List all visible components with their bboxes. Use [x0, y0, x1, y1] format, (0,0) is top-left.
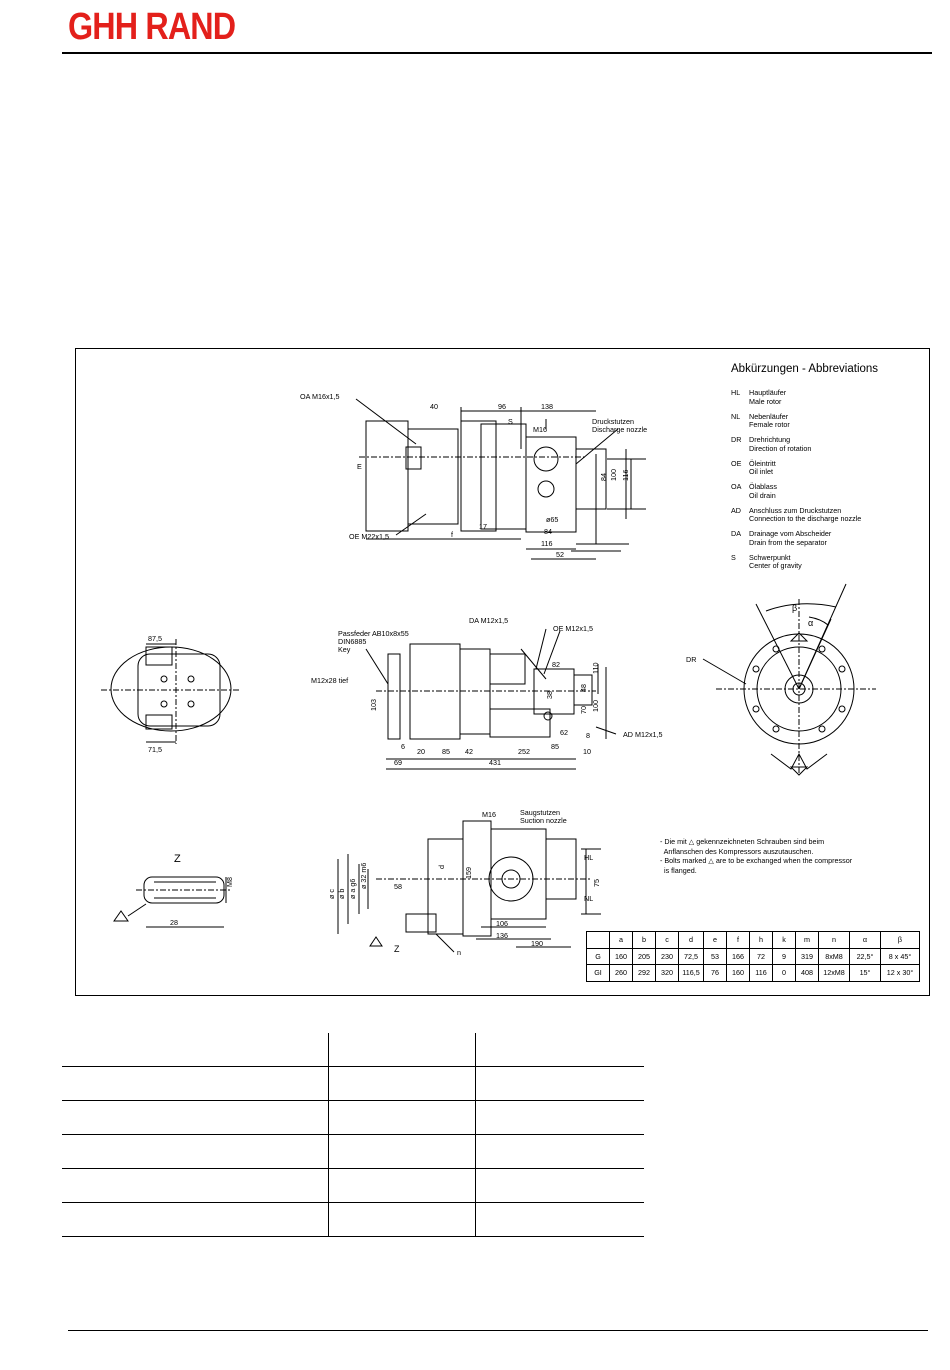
note-line: - Die mit △ gekennzeichneten Schrauben sind beim	[660, 837, 825, 846]
abbreviation-item	[731, 389, 926, 413]
table-cell: 116,5	[679, 965, 704, 982]
label-hl: HL	[584, 853, 594, 862]
label-ad-m12: AD M12x1,5	[623, 730, 663, 739]
header-cell	[587, 932, 610, 949]
abbreviation-code: NL	[731, 411, 741, 421]
table-cell: 12 x 30°	[881, 965, 920, 982]
table-cell: 53	[704, 948, 727, 965]
abbreviation-english: Oil inlet	[749, 467, 773, 476]
table-cell	[329, 1135, 476, 1169]
label-m12x28: M12x28 tief	[311, 676, 349, 685]
abbreviation-item	[731, 436, 926, 460]
table-cell: 205	[633, 948, 656, 965]
abbreviation-item	[731, 413, 926, 437]
table-cell: 15°	[850, 965, 881, 982]
label-phi-32: ø 32 m6	[359, 862, 368, 889]
dim-20: 20	[417, 747, 425, 756]
label-alpha: α	[808, 618, 814, 628]
table-cell: 12xM8	[819, 965, 850, 982]
header-cell: f	[727, 932, 750, 949]
header-cell: a	[610, 932, 633, 949]
table-cell: 22,5°	[850, 948, 881, 965]
dim-110: 110	[591, 662, 600, 674]
dimension-table-row	[587, 965, 920, 982]
label-da-m12: DA M12x1,5	[469, 616, 509, 625]
dim-431: 431	[489, 758, 501, 767]
dim-48: 48	[579, 684, 588, 692]
table-row	[62, 1067, 644, 1101]
abbreviation-german: Schwerpunkt	[749, 552, 791, 562]
table-cell	[476, 1101, 645, 1135]
label-din: DIN6885	[338, 637, 367, 646]
dim-58: 58	[394, 882, 402, 891]
dim-71-5: 71,5	[148, 745, 162, 754]
table-cell: G	[587, 948, 610, 965]
table-cell: 72,5	[679, 948, 704, 965]
table-cell	[62, 1203, 329, 1237]
abbreviation-item	[731, 554, 926, 578]
table-cell	[329, 1033, 476, 1067]
abbreviation-german: Anschluss zum Druckstutzen	[749, 505, 842, 515]
abbreviation-item	[731, 530, 926, 554]
table-cell	[476, 1135, 645, 1169]
label-phi-c: ø c	[327, 889, 336, 899]
label-z-title: Z	[174, 853, 181, 865]
note-line: is flanged.	[660, 865, 697, 875]
table-cell: 160	[727, 965, 750, 982]
label-phi-b: ø b	[337, 888, 346, 899]
label-discharge-nozzle: Discharge nozzle	[592, 425, 648, 434]
table-row	[62, 1101, 644, 1135]
header-cell: α	[850, 932, 881, 949]
dim-116: 116	[541, 539, 553, 548]
dim-6: 6	[401, 742, 405, 751]
table-cell: 0	[773, 965, 796, 982]
label-e: E	[357, 462, 362, 471]
dim-84: 84	[544, 527, 552, 536]
dim-138: 138	[541, 402, 553, 411]
dim-159: 159	[464, 867, 473, 879]
dim-106: 106	[496, 919, 508, 928]
header-cell: c	[656, 932, 679, 949]
label-beta: β	[792, 603, 798, 613]
label-s: S	[508, 417, 513, 426]
abbreviation-german: Nebenläufer	[749, 411, 789, 421]
dim-252: 252	[518, 747, 530, 756]
abbreviation-english: Connection to the discharge nozzle	[749, 514, 862, 523]
dim-103: 103	[369, 699, 378, 711]
table-cell	[476, 1067, 645, 1101]
table-cell	[476, 1033, 645, 1067]
table-cell	[329, 1203, 476, 1237]
table-cell	[329, 1101, 476, 1135]
abbreviation-item	[731, 507, 926, 531]
table-cell	[62, 1101, 329, 1135]
table-cell	[329, 1169, 476, 1203]
left-view	[101, 639, 241, 744]
note-line: - Bolts marked △ are to be exchanged when the compressor	[660, 856, 853, 865]
header-cell: b	[633, 932, 656, 949]
empty-data-table	[62, 1033, 644, 1237]
abbreviation-german: Drainage vom Abscheider	[749, 529, 832, 538]
technical-drawing	[75, 348, 930, 996]
label-n: n	[457, 948, 461, 957]
table-row	[62, 1203, 644, 1237]
table-cell	[329, 1067, 476, 1101]
dim-17: 17	[479, 522, 487, 531]
bolt-notes	[660, 837, 920, 875]
footer-rule	[68, 1330, 928, 1331]
label-f: f	[451, 530, 453, 539]
abbreviation-item	[731, 460, 926, 484]
table-cell: 292	[633, 965, 656, 982]
dim-116-vertical: 116	[621, 469, 630, 481]
dimension-table-header	[587, 932, 920, 949]
table-cell: 408	[796, 965, 819, 982]
table-cell	[476, 1203, 645, 1237]
dim-100-front: 100	[591, 700, 600, 712]
logo-text: GHH RAND	[68, 6, 236, 48]
dim-10: 10	[583, 747, 591, 756]
dim-136: 136	[496, 931, 508, 940]
header-cell: k	[773, 932, 796, 949]
dim-85-b: 85	[551, 742, 559, 751]
dim-52: 52	[556, 550, 564, 559]
abbreviation-code: DR	[731, 435, 742, 444]
abbreviation-german: Ölablass	[749, 482, 777, 491]
abbreviation-item	[731, 483, 926, 507]
abbreviation-english: Drain from the separator	[749, 537, 827, 547]
label-dr: DR	[686, 655, 697, 664]
header-cell: h	[750, 932, 773, 949]
dim-38: 38	[545, 691, 554, 699]
abbreviation-code: OE	[731, 458, 742, 468]
header-cell: n	[819, 932, 850, 949]
dim-70: 70	[579, 706, 588, 714]
header-cell: e	[704, 932, 727, 949]
table-cell	[476, 1169, 645, 1203]
dim-42: 42	[465, 747, 473, 756]
header-cell: d	[679, 932, 704, 949]
table-cell: 230	[656, 948, 679, 965]
abbreviation-code: HL	[731, 388, 741, 397]
note-line: Anflanschen des Kompressors auszutauschen.	[660, 846, 814, 856]
label-m16-top: M16	[533, 425, 547, 434]
table-cell: 260	[610, 965, 633, 982]
dim-75: 75	[592, 879, 601, 887]
abbreviation-german: Drehrichtung	[749, 435, 791, 444]
table-cell: GI	[587, 965, 610, 982]
label-z-marker: Z	[394, 944, 400, 954]
table-cell: 9	[773, 948, 796, 965]
table-cell	[62, 1169, 329, 1203]
abbreviation-english: Male rotor	[749, 396, 782, 406]
abbreviation-code: AD	[731, 505, 741, 515]
abbreviation-german: Öleintritt	[749, 458, 776, 468]
dim-8: 8	[586, 731, 590, 740]
label-oe-m12: OE M12x1,5	[553, 624, 593, 633]
header-cell: m	[796, 932, 819, 949]
dim-96: 96	[498, 402, 506, 411]
label-saugstutzen: Saugstutzen	[520, 808, 560, 817]
table-cell: 72	[750, 948, 773, 965]
dim-phi65: ø65	[546, 515, 559, 524]
label-m16-bottom: M16	[482, 810, 496, 819]
table-cell: 166	[727, 948, 750, 965]
label-d: d	[437, 865, 446, 869]
dim-m8: M8	[225, 877, 234, 887]
dim-28: 28	[170, 918, 178, 927]
table-cell: 319	[796, 948, 819, 965]
table-cell	[62, 1033, 329, 1067]
table-cell: 160	[610, 948, 633, 965]
table-cell: 320	[656, 965, 679, 982]
dim-40: 40	[430, 402, 438, 411]
label-passfeder: Passfeder AB10x8x55	[338, 629, 409, 638]
table-row	[62, 1169, 644, 1203]
dim-82: 82	[552, 660, 560, 669]
abbreviation-english: Female rotor	[749, 420, 790, 429]
table-cell: 8xM8	[819, 948, 850, 965]
table-cell	[62, 1135, 329, 1169]
label-suction-nozzle: Suction nozzle	[520, 816, 567, 825]
label-key: Key	[338, 645, 351, 654]
table-row	[62, 1135, 644, 1169]
abbreviation-english: Center of gravity	[749, 561, 802, 570]
dim-85-a: 85	[442, 747, 450, 756]
label-oe-m22: OE M22x1,5	[349, 532, 389, 541]
label-oa-m16: OA M16x1,5	[300, 392, 340, 401]
dimension-table-row	[587, 948, 920, 965]
dimension-table	[586, 931, 920, 982]
header-cell: β	[881, 932, 920, 949]
label-phi-g6: ø a g6	[348, 878, 357, 899]
abbreviation-code: S	[731, 552, 736, 562]
abbreviations-list	[731, 389, 926, 577]
abbreviation-english: Direction of rotation	[749, 443, 812, 453]
flange-view	[703, 584, 876, 775]
dim-100: 100	[609, 469, 618, 481]
label-druckstutzen: Druckstutzen	[592, 417, 634, 426]
abbreviation-german: Hauptläufer	[749, 388, 787, 397]
dim-84-vertical: 84	[599, 473, 608, 481]
table-row	[62, 1033, 644, 1067]
bottom-view	[338, 821, 601, 952]
table-cell: 76	[704, 965, 727, 982]
table-cell: 8 x 45°	[881, 948, 920, 965]
header-rule	[62, 52, 932, 54]
table-cell	[62, 1067, 329, 1101]
dim-190: 190	[531, 939, 543, 948]
dim-62: 62	[560, 728, 568, 737]
abbreviation-english: Oil drain	[749, 490, 776, 500]
abbreviations-title: Abkürzungen - Abbreviations	[731, 363, 879, 375]
abbreviation-code: DA	[731, 529, 741, 538]
company-logo	[68, 6, 235, 49]
table-cell: 116	[750, 965, 773, 982]
dim-69: 69	[394, 758, 402, 767]
label-nl: NL	[584, 894, 594, 903]
dim-87-5: 87,5	[148, 634, 162, 643]
abbreviation-code: OA	[731, 482, 742, 491]
